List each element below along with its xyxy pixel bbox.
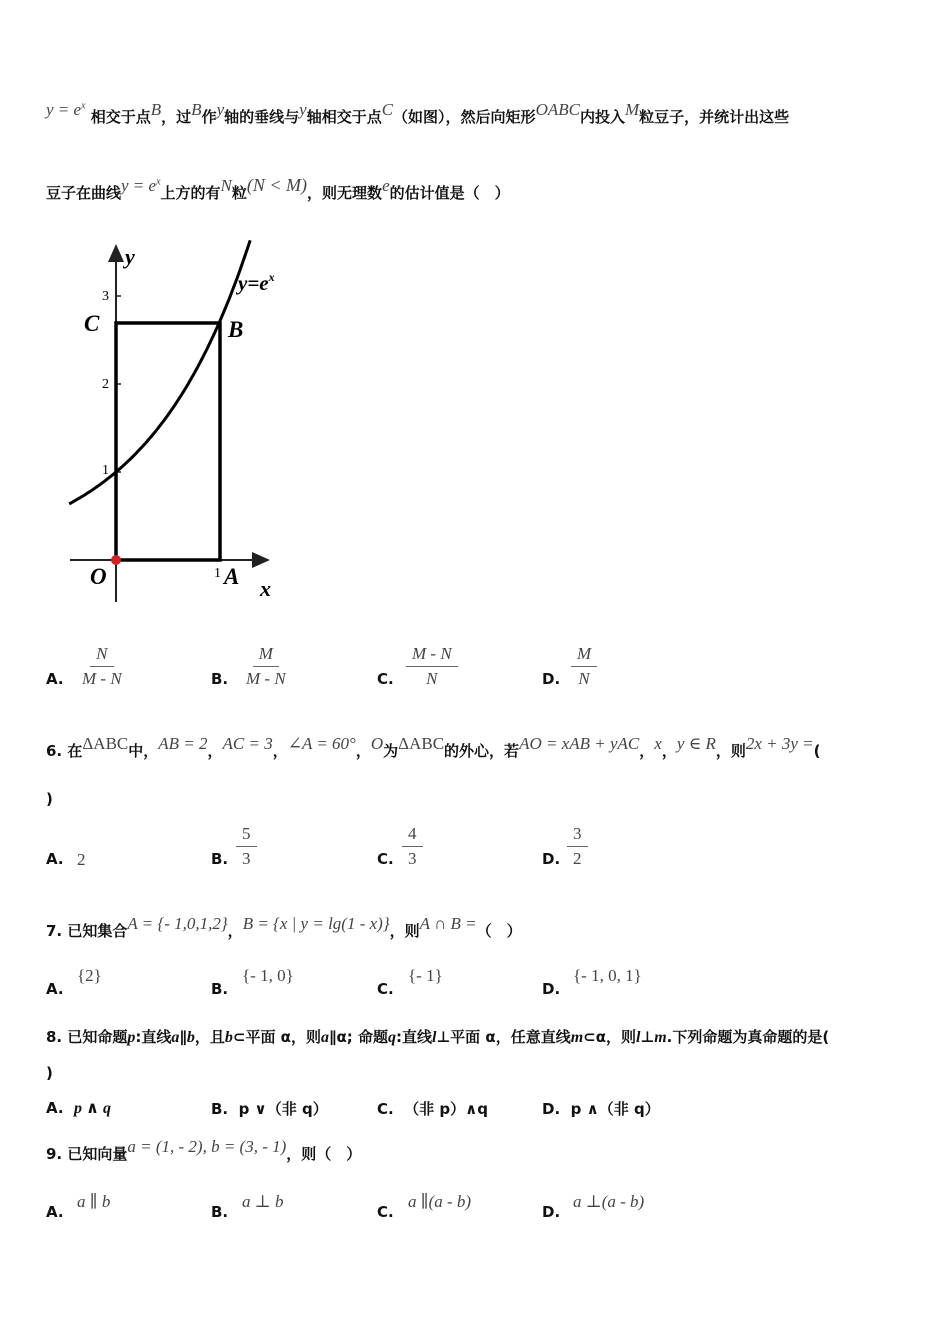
q7-option-c-label: C. bbox=[377, 980, 394, 998]
q9-option-c-value: a ∥(a - b) bbox=[408, 1192, 472, 1211]
q6-option-d-fraction: $\frac{3}{2}$ bbox=[567, 824, 588, 869]
q6-option-d-label: D. bbox=[542, 850, 561, 868]
q6-line-1 bbox=[46, 734, 821, 761]
q8-var: m bbox=[570, 1029, 584, 1046]
q6-text: 为 bbox=[383, 742, 399, 760]
q7-text: ，则 bbox=[389, 922, 420, 940]
q9-text: ，则（ ） bbox=[286, 1145, 362, 1163]
q5-point-b: B bbox=[191, 100, 202, 119]
q6-text: ， bbox=[639, 742, 655, 760]
q5-option-a-label: A. bbox=[46, 670, 64, 688]
q6-option-b-fraction: $\frac{5}{3}$ bbox=[236, 824, 257, 869]
q7-line-1 bbox=[46, 914, 522, 941]
q5-text: 上方的有 bbox=[160, 184, 221, 202]
q8-var: l bbox=[432, 1029, 437, 1046]
q6-text: ， bbox=[207, 742, 223, 760]
q8-text: :直线 bbox=[396, 1028, 433, 1046]
q5-text: （如图），然后向矩形 bbox=[393, 108, 536, 126]
q8-text: ⊥平面 α，任意直线 bbox=[436, 1028, 571, 1046]
q6-triangle: ΔABC bbox=[82, 734, 129, 753]
q5-option-a-fraction: $\frac{N}{M - N}$ bbox=[82, 644, 122, 688]
q5-line-1 bbox=[46, 100, 790, 127]
q6-option-b-label: B. bbox=[211, 850, 229, 868]
tick-label-x1: 1 bbox=[214, 566, 221, 581]
tick-label-y3: 3 bbox=[102, 289, 109, 304]
q8-text: ∥ bbox=[179, 1028, 187, 1046]
q5-text: 相交于点 bbox=[90, 108, 151, 126]
q6-option-c-label: C. bbox=[377, 850, 394, 868]
q9-option-d-label: D. bbox=[542, 1203, 561, 1221]
q5-var-y: y bbox=[216, 100, 225, 119]
q6-text: ( bbox=[813, 742, 821, 760]
q8-text: .下列命题为真命题的是( bbox=[666, 1028, 830, 1046]
q8-option-a: A. p ∧ q bbox=[46, 1099, 112, 1117]
q5-text: 轴相交于点 bbox=[306, 108, 382, 126]
q8-text: :直线 bbox=[135, 1028, 172, 1046]
point-b-label: B bbox=[228, 317, 244, 342]
q7-option-c-value: {- 1} bbox=[408, 966, 443, 985]
q8-text: ⊂平面 α，则 bbox=[232, 1028, 321, 1046]
q5-option-b-fraction: $\frac{M}{M - N}$ bbox=[246, 644, 286, 688]
q8-var: q bbox=[388, 1029, 397, 1046]
q7-text: （ ） bbox=[476, 922, 522, 940]
q7-option-b-value: {- 1, 0} bbox=[242, 966, 294, 985]
q9-vectors: a = (1, - 2), b = (3, - 1) bbox=[127, 1137, 287, 1156]
q6-text: 6. 在 bbox=[46, 742, 83, 760]
q5-var-e: e bbox=[382, 176, 390, 195]
q7-option-a-value: {2} bbox=[77, 966, 102, 985]
q9-option-c-label: C. bbox=[377, 1203, 394, 1221]
q8-var: b bbox=[186, 1029, 195, 1046]
q8-text: ∥α; 命题 bbox=[328, 1028, 389, 1046]
q7-option-b-label: B. bbox=[211, 980, 229, 998]
q5-text: 内投入 bbox=[579, 108, 625, 126]
q5-option-c-label: C. bbox=[377, 670, 394, 688]
x-axis-label: x bbox=[260, 576, 271, 601]
q6-text: ， bbox=[355, 742, 371, 760]
rectangle-oabc bbox=[116, 323, 220, 560]
q9-option-a-value: a ∥ b bbox=[77, 1192, 111, 1211]
q6-text: ) bbox=[46, 790, 53, 808]
q6-vector-eq: AO = xAB + yAC bbox=[519, 734, 640, 753]
q8-option-d: D. p ∧（非 q） bbox=[542, 1100, 660, 1118]
q8-text: ⊥ bbox=[640, 1028, 655, 1046]
q9-option-b-label: B. bbox=[211, 1203, 229, 1221]
q8-option-b: B. p ∨（非 q） bbox=[211, 1100, 328, 1118]
q7-option-d-label: D. bbox=[542, 980, 561, 998]
q5-text: 轴的垂线与 bbox=[224, 108, 300, 126]
q8-var: b bbox=[224, 1029, 233, 1046]
q6-ab: AB = 2 bbox=[158, 734, 208, 753]
q8-option-c: C. （非 p）∧q bbox=[377, 1100, 489, 1118]
q8-var: a bbox=[171, 1029, 180, 1046]
point-a-label: A bbox=[224, 564, 240, 589]
q5-var-n: N bbox=[220, 176, 232, 195]
q6-o: O bbox=[370, 734, 384, 753]
q5-var-y: y bbox=[299, 100, 307, 119]
q5-text: 的估计值是（ ） bbox=[389, 184, 510, 202]
tick-label-y2: 2 bbox=[102, 377, 109, 392]
q5-figure bbox=[60, 230, 320, 620]
q7-option-d-value: {- 1, 0, 1} bbox=[573, 966, 642, 985]
q5-point-c: C bbox=[381, 100, 394, 119]
q8-var: p bbox=[127, 1029, 136, 1046]
q6-angle: ∠A = 60° bbox=[287, 734, 356, 753]
q6-expr: 2x + 3y = bbox=[745, 734, 814, 753]
q6-y-in-r: y ∈ R bbox=[676, 734, 716, 753]
q8-var: l bbox=[636, 1029, 641, 1046]
q9-option-d-value: a ⊥(a - b) bbox=[573, 1192, 645, 1211]
q9-line-1 bbox=[46, 1137, 362, 1164]
q5-text: ，过 bbox=[161, 108, 192, 126]
q6-text: 的外心，若 bbox=[444, 742, 520, 760]
q5-option-d-label: D. bbox=[542, 670, 561, 688]
q8-var: m bbox=[654, 1029, 667, 1046]
q6-option-a-value: 2 bbox=[77, 850, 86, 869]
q6-text: ，则 bbox=[715, 742, 746, 760]
q9-option-b-value: a ⊥ b bbox=[242, 1192, 284, 1211]
q5-line-2 bbox=[46, 175, 510, 203]
q7-option-a-label: A. bbox=[46, 980, 64, 998]
exp-curve bbox=[69, 240, 250, 504]
q6-text: ， bbox=[661, 742, 677, 760]
q6-line-2 bbox=[46, 790, 53, 808]
q9-text: 9. 已知向量 bbox=[46, 1145, 128, 1163]
q5-text: ，则无理数 bbox=[307, 184, 383, 202]
q7-text: ， bbox=[227, 922, 243, 940]
q8-text: ，且 bbox=[194, 1028, 225, 1046]
q5-text: 豆子在曲线 bbox=[46, 184, 122, 202]
q8-text: ) bbox=[46, 1064, 53, 1082]
q7-set-a: A = {- 1,0,1,2} bbox=[127, 914, 228, 933]
q6-x: x bbox=[654, 734, 662, 753]
q5-eq-curve: $y = e^x$ bbox=[121, 176, 161, 195]
tick-label-y1: 1 bbox=[102, 463, 109, 478]
q6-text: 中， bbox=[128, 742, 159, 760]
q8-var: a bbox=[320, 1029, 329, 1046]
q5-text: 作 bbox=[201, 108, 217, 126]
q6-option-a-label: A. bbox=[46, 850, 64, 868]
q5-option-d-fraction: $\frac{M}{N}$ bbox=[571, 644, 597, 689]
q5-rect: OABC bbox=[535, 100, 580, 119]
q8-line-2 bbox=[46, 1064, 53, 1082]
q6-triangle: ΔABC bbox=[398, 734, 445, 753]
point-c-label: C bbox=[84, 311, 100, 336]
q7-text: 7. 已知集合 bbox=[46, 922, 128, 940]
y-axis-label: y bbox=[125, 244, 135, 269]
q5-point-b: B bbox=[150, 100, 162, 119]
q5-condition: (N < M) bbox=[246, 175, 308, 195]
q7-expr: A ∩ B = bbox=[419, 914, 477, 933]
curve-label: $y=e^x$ bbox=[238, 270, 275, 295]
q5-text: 粒 bbox=[231, 184, 247, 202]
origin-dot bbox=[111, 555, 121, 565]
q9-option-a-label: A. bbox=[46, 1203, 64, 1221]
q5-var-m: M bbox=[624, 100, 640, 119]
q6-text: ， bbox=[272, 742, 288, 760]
q5-eq-curve: $y = e^x$ bbox=[46, 100, 86, 119]
q8-line-1 bbox=[46, 1026, 829, 1047]
q5-text: 粒豆子，并统计出这些 bbox=[639, 108, 790, 126]
q5-option-b-label: B. bbox=[211, 670, 229, 688]
q5-option-c-fraction: $\frac{M - N}{N}$ bbox=[406, 644, 458, 689]
q8-text: 8. 已知命题 bbox=[46, 1028, 128, 1046]
q8-text: ⊂α，则 bbox=[583, 1028, 637, 1046]
origin-label: O bbox=[90, 564, 107, 589]
q6-option-c-fraction: $\frac{4}{3}$ bbox=[402, 824, 423, 869]
q6-ac: AC = 3 bbox=[222, 734, 273, 753]
q7-set-b: B = {x | y = lg(1 - x)} bbox=[242, 914, 390, 933]
